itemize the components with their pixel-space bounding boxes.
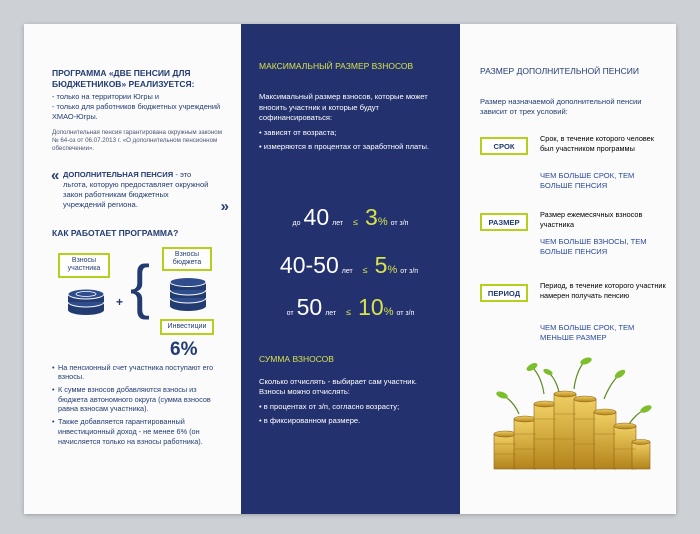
rate-suffix: от з/п (390, 220, 409, 227)
rate-suffix: от з/п (400, 268, 419, 275)
list-item: • в процентах от з/п, согласно возрасту; (259, 401, 400, 411)
coin-stack-icon (66, 285, 106, 315)
condition-period (480, 281, 670, 351)
brochure-sheet (24, 24, 676, 514)
plus-sign: + (116, 294, 124, 309)
rate-age: 40-50 (279, 252, 339, 278)
rate-le-sign: ≤ (346, 307, 352, 317)
rate-le-sign: ≤ (353, 217, 359, 227)
condition-label: СРОК (480, 137, 528, 155)
sum-intro: Сколько отчислять - выбирает сам участник. Взносы можно отчислять: (259, 377, 417, 397)
condition-text: Срок, в течение которого человек был участником программы (540, 134, 654, 153)
condition-label: РАЗМЕР (480, 213, 528, 231)
rate-age: 40 (303, 204, 330, 230)
condition-text: Размер ежемесячных взносов участника (540, 210, 643, 229)
max-intro: Максимальный размер взносов, которые может вносить участник и которые будут софинансироваться: (259, 92, 428, 122)
quote-text (63, 170, 211, 211)
program-line: - только для работников бюджетных учреждений ХМАО-Югры. (52, 102, 221, 121)
rate-age-unit: лет (332, 220, 344, 227)
max-contributions-title: МАКСИМАЛЬНЫЙ РАЗМЕР ВЗНОСОВ (259, 61, 414, 71)
rate-age: 50 (296, 294, 323, 320)
list-item: • К сумме взносов добавляются взносы из бюджета автономного округа (сумма взносов равна взносам участника). (52, 385, 227, 414)
invest-percent: 6% (170, 338, 198, 360)
condition-text: Период, в течение которого участник намерен получать пенсию (540, 281, 666, 300)
list-item: • измеряются в процентах от заработной платы. (259, 141, 430, 151)
condition-result: ЧЕМ БОЛЬШЕ СРОК, ТЕМ МЕНЬШЕ РАЗМЕР (540, 323, 635, 343)
rate-percent: 3 (365, 204, 378, 230)
middle-panel (241, 24, 460, 514)
depends-text: Размер назначаемой дополнительной пенсии зависит от трех условий: (480, 97, 642, 117)
rate-suffix: от з/п (396, 310, 415, 317)
program-scheme (52, 247, 227, 359)
pension-quote (51, 166, 229, 215)
max-conditions (259, 128, 444, 152)
list-item: • зависят от возраста; (259, 128, 337, 138)
quote-bold: ДОПОЛНИТЕЛЬНАЯ ПЕНСИЯ (63, 169, 174, 179)
program-line: - только на территории Югры и (52, 92, 160, 102)
left-panel (24, 24, 241, 514)
quote-close-mark: » (220, 197, 229, 215)
rate-le-sign: ≤ (362, 265, 368, 275)
sum-title: СУММА ВЗНОСОВ (259, 354, 334, 364)
rate-percent: 5 (374, 252, 388, 278)
rate-percent-sign: % (377, 216, 388, 228)
list-item: • в фиксированном размере. (259, 416, 361, 426)
list-item: • Также добавляется гарантированный инвестиционный доход - не менее 6% (он начисляется только на взносы работника). (52, 417, 227, 446)
money-tree-illustration (484, 354, 654, 474)
sum-text (259, 377, 444, 431)
condition-result: ЧЕМ БОЛЬШЕ СРОК, ТЕМ БОЛЬШЕ ПЕНСИЯ (540, 171, 635, 191)
how-title: КАК РАБОТАЕТ ПРОГРАММА? (52, 227, 179, 238)
condition-label: ПЕРИОД (480, 284, 528, 302)
rate-prefix: до (292, 220, 301, 227)
rate-percent-sign: % (387, 264, 398, 276)
budget-contributions-box: Взносы бюджета (162, 247, 212, 271)
condition-term (480, 134, 670, 194)
rate-row (241, 204, 460, 231)
rate-age-unit: лет (325, 310, 337, 317)
rate-percent: 10 (358, 294, 384, 320)
program-scope (52, 92, 227, 121)
condition-amount (480, 210, 670, 270)
rate-row (241, 294, 460, 321)
list-item: • На пенсионный счет участника поступают его взносы. (52, 363, 227, 382)
quote-open-mark: « (51, 166, 60, 184)
condition-result: ЧЕМ БОЛЬШЕ ВЗНОСЫ, ТЕМ БОЛЬШЕ ПЕНСИЯ (540, 237, 647, 257)
coin-stack-icon (168, 277, 208, 311)
rate-prefix: от (286, 310, 294, 317)
program-bullets (52, 363, 227, 447)
rate-percent-sign: % (383, 306, 394, 318)
pension-size-title: РАЗМЕР ДОПОЛНИТЕЛЬНОЙ ПЕНСИИ (480, 66, 639, 76)
investments-box: Инвестиции (160, 319, 214, 335)
employee-contributions-box: Взносы участника (58, 253, 110, 278)
quote-rest: - это льгота, которую предоставляет окружной закон работникам бюджетных учреждений региона. (63, 169, 209, 210)
program-title: ПРОГРАММА «ДВЕ ПЕНСИИ ДЛЯ БЮДЖЕТНИКОВ» РЕАЛИЗУЕТСЯ: (52, 68, 195, 89)
law-note: Дополнительная пенсия гарантирована окружным законом № 64-оз от 06.07.2013 г. «О дополнительном пенсионном обеспечении». (52, 128, 222, 153)
rate-age-unit: лет (341, 268, 353, 275)
rate-row (241, 252, 460, 279)
brace-icon: { (130, 252, 151, 320)
